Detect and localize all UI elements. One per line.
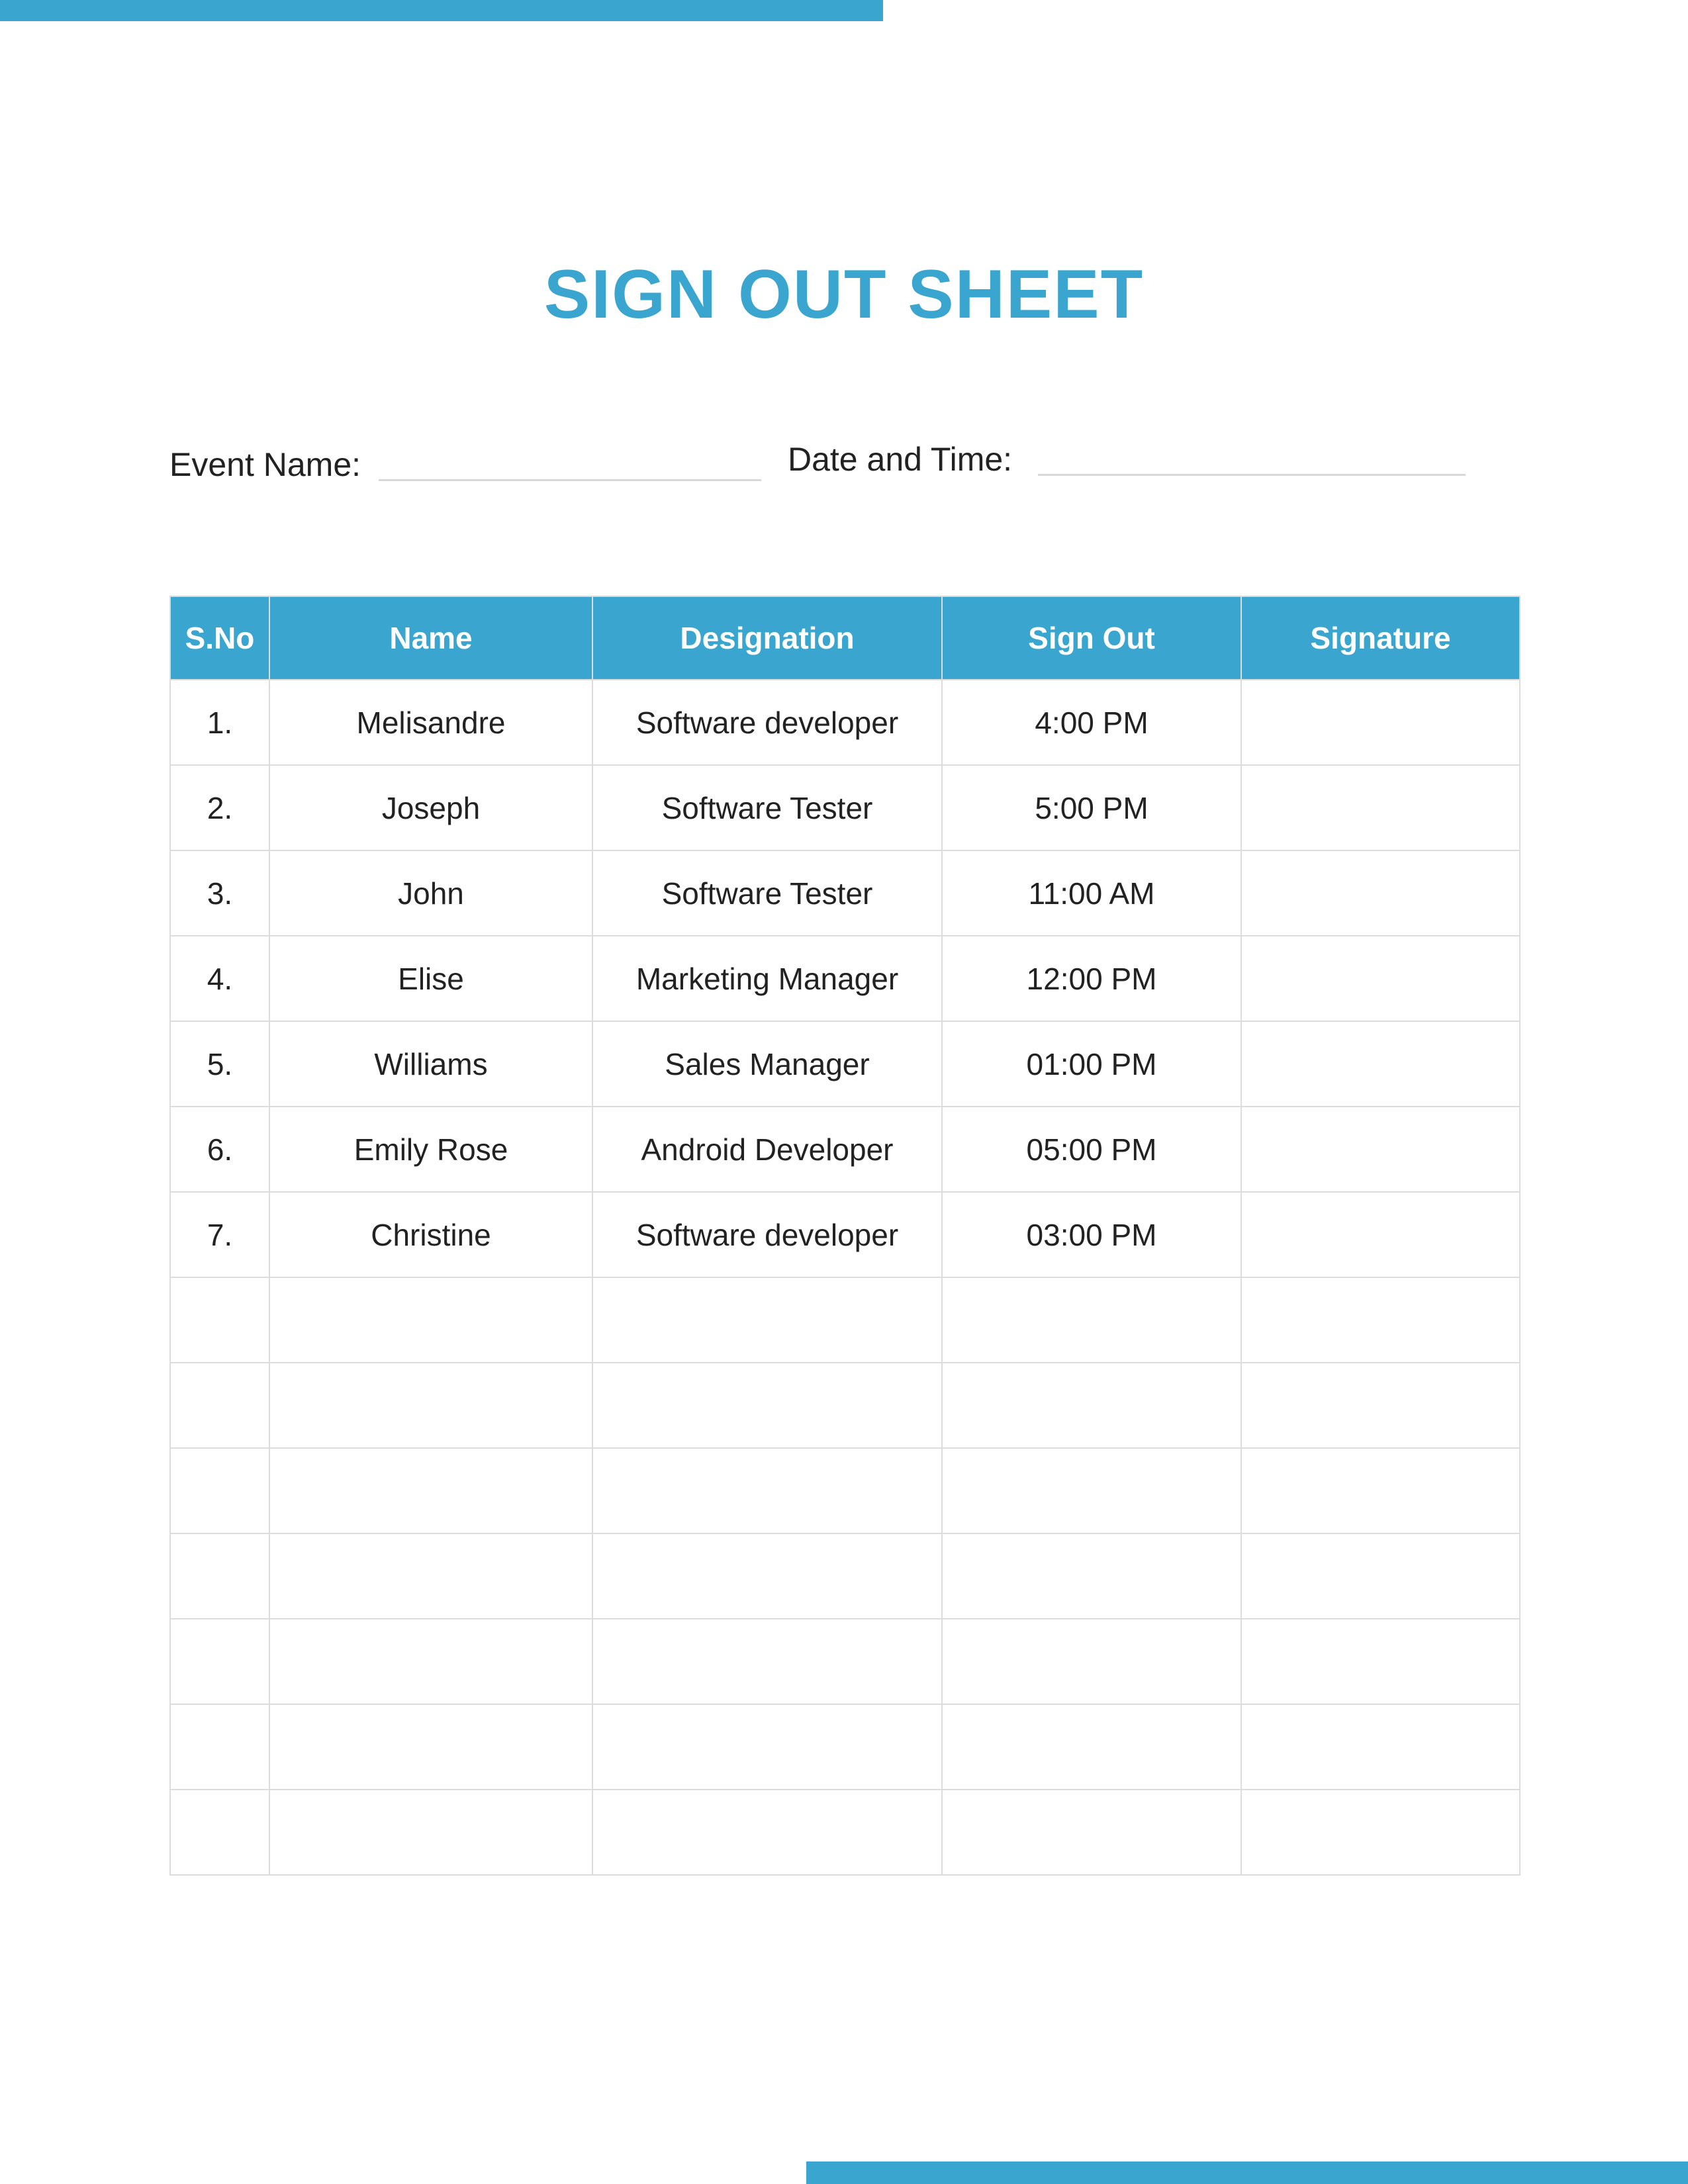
cell-sign-out[interactable] [942, 1533, 1241, 1619]
cell-name[interactable] [269, 1533, 592, 1619]
table-row [170, 1192, 1520, 1277]
event-name-field[interactable] [379, 479, 761, 481]
event-name-label: Event Name: [169, 446, 361, 483]
header-sno: S.No [170, 596, 269, 680]
cell-sign-out[interactable] [942, 1277, 1241, 1363]
cell-name: Emily Rose [269, 1107, 592, 1192]
header-signature: Signature [1241, 596, 1520, 680]
header-designation: Designation [592, 596, 942, 680]
cell-name[interactable] [269, 1363, 592, 1448]
cell-sno[interactable] [170, 1790, 269, 1875]
cell-name: Williams [269, 1021, 592, 1107]
cell-designation[interactable] [592, 1533, 942, 1619]
sign-out-table [169, 596, 1521, 1876]
table-row [170, 1704, 1520, 1790]
cell-name: Melisandre [269, 680, 592, 765]
cell-signature[interactable] [1241, 850, 1520, 936]
table-body [170, 680, 1520, 1875]
cell-sno: 3. [170, 850, 269, 936]
table-row [170, 1363, 1520, 1448]
header-sign-out: Sign Out [942, 596, 1241, 680]
cell-designation: Sales Manager [592, 1021, 942, 1107]
table-row [170, 1277, 1520, 1363]
cell-signature[interactable] [1241, 680, 1520, 765]
cell-sno[interactable] [170, 1533, 269, 1619]
cell-designation: Software developer [592, 680, 942, 765]
cell-name: John [269, 850, 592, 936]
cell-sno: 4. [170, 936, 269, 1021]
cell-designation: Software Tester [592, 850, 942, 936]
table-row [170, 1021, 1520, 1107]
cell-signature[interactable] [1241, 1704, 1520, 1790]
cell-signature[interactable] [1241, 1107, 1520, 1192]
cell-signature[interactable] [1241, 1790, 1520, 1875]
cell-sign-out[interactable] [942, 1448, 1241, 1533]
cell-sign-out: 4:00 PM [942, 680, 1241, 765]
cell-sno[interactable] [170, 1704, 269, 1790]
cell-designation[interactable] [592, 1790, 942, 1875]
table-row [170, 680, 1520, 765]
table-row [170, 936, 1520, 1021]
cell-name[interactable] [269, 1790, 592, 1875]
cell-designation: Marketing Manager [592, 936, 942, 1021]
cell-sno: 7. [170, 1192, 269, 1277]
date-time-field[interactable] [1038, 474, 1466, 476]
cell-name[interactable] [269, 1704, 592, 1790]
cell-name: Elise [269, 936, 592, 1021]
cell-sign-out[interactable] [942, 1790, 1241, 1875]
cell-signature[interactable] [1241, 1192, 1520, 1277]
cell-signature[interactable] [1241, 1277, 1520, 1363]
cell-designation[interactable] [592, 1448, 942, 1533]
cell-designation[interactable] [592, 1619, 942, 1704]
cell-sign-out: 03:00 PM [942, 1192, 1241, 1277]
cell-sno: 5. [170, 1021, 269, 1107]
cell-sign-out: 12:00 PM [942, 936, 1241, 1021]
table-row [170, 1533, 1520, 1619]
cell-name: Christine [269, 1192, 592, 1277]
table-header-row [170, 596, 1520, 680]
table-row [170, 765, 1520, 850]
cell-sign-out: 05:00 PM [942, 1107, 1241, 1192]
header-name: Name [269, 596, 592, 680]
cell-sno: 2. [170, 765, 269, 850]
cell-sign-out[interactable] [942, 1363, 1241, 1448]
cell-designation: Software Tester [592, 765, 942, 850]
cell-sign-out[interactable] [942, 1704, 1241, 1790]
cell-sign-out: 01:00 PM [942, 1021, 1241, 1107]
cell-signature[interactable] [1241, 1021, 1520, 1107]
cell-sno: 1. [170, 680, 269, 765]
cell-name[interactable] [269, 1277, 592, 1363]
table-row [170, 1448, 1520, 1533]
cell-name: Joseph [269, 765, 592, 850]
cell-sno[interactable] [170, 1277, 269, 1363]
cell-sno[interactable] [170, 1619, 269, 1704]
bottom-accent-bar [806, 2161, 1688, 2184]
cell-name[interactable] [269, 1619, 592, 1704]
cell-name[interactable] [269, 1448, 592, 1533]
cell-sno: 6. [170, 1107, 269, 1192]
cell-signature[interactable] [1241, 1448, 1520, 1533]
cell-designation: Android Developer [592, 1107, 942, 1192]
table-row [170, 1107, 1520, 1192]
cell-designation[interactable] [592, 1704, 942, 1790]
cell-designation[interactable] [592, 1363, 942, 1448]
cell-sign-out: 5:00 PM [942, 765, 1241, 850]
table-row [170, 1790, 1520, 1875]
cell-signature[interactable] [1241, 1619, 1520, 1704]
cell-signature[interactable] [1241, 1533, 1520, 1619]
cell-signature[interactable] [1241, 1363, 1520, 1448]
cell-signature[interactable] [1241, 765, 1520, 850]
table-row [170, 850, 1520, 936]
cell-signature[interactable] [1241, 936, 1520, 1021]
date-time-label: Date and Time: [788, 441, 1013, 478]
cell-sign-out[interactable] [942, 1619, 1241, 1704]
table-row [170, 1619, 1520, 1704]
page-title: SIGN OUT SHEET [543, 255, 1145, 333]
cell-designation[interactable] [592, 1277, 942, 1363]
cell-sno[interactable] [170, 1448, 269, 1533]
top-accent-bar [0, 0, 883, 21]
cell-sno[interactable] [170, 1363, 269, 1448]
cell-sign-out: 11:00 AM [942, 850, 1241, 936]
cell-designation: Software developer [592, 1192, 942, 1277]
